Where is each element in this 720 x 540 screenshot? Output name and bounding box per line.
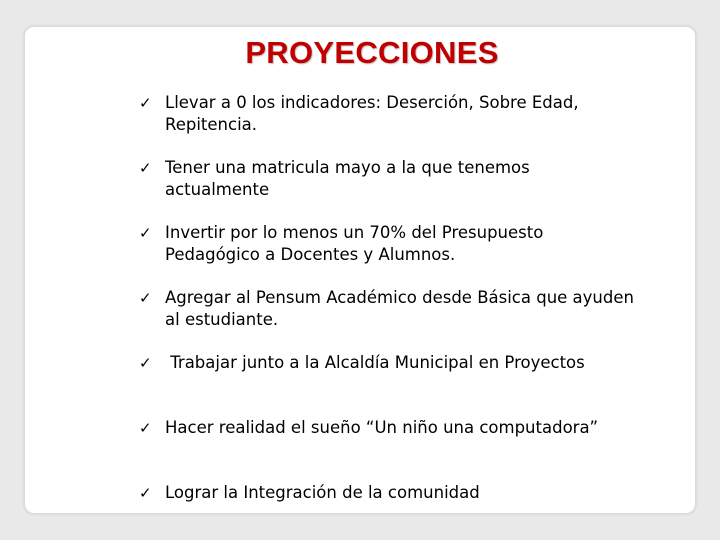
list-item (139, 157, 639, 201)
list-item-text: Agregar al Pensum Académico desde Básica que ayuden al estudiante. (165, 288, 634, 329)
list-item (139, 482, 639, 504)
list-item (139, 222, 639, 266)
list-item-text: Llevar a 0 los indicadores: Deserción, Sobre Edad, Repitencia. (165, 93, 579, 134)
list-item-text: Invertir por lo menos un 70% del Presupuesto Pedagógico a Docentes y Alumnos. (165, 223, 544, 264)
checkmark-icon: ✓ (139, 224, 152, 242)
checkmark-icon: ✓ (139, 419, 152, 437)
checkmark-icon: ✓ (139, 354, 152, 372)
list-item-text: Tener una matricula mayo a la que tenemos actualmente (165, 158, 530, 199)
list-item (139, 92, 639, 136)
checkmark-icon: ✓ (139, 159, 152, 177)
checkmark-icon: ✓ (139, 289, 152, 307)
slide-panel (24, 26, 696, 514)
slide-title: PROYECCIONES (245, 35, 499, 70)
list-item-text: Lograr la Integración de la comunidad (165, 483, 480, 502)
list-item (139, 287, 639, 331)
list-item-text: Hacer realidad el sueño “Un niño una computadora” (165, 418, 599, 437)
list-item (139, 417, 639, 461)
projection-list (139, 92, 639, 504)
list-item (139, 352, 639, 396)
checkmark-icon: ✓ (139, 94, 152, 112)
checkmark-icon: ✓ (139, 484, 152, 502)
list-item-text: Trabajar junto a la Alcaldía Municipal en Proyectos (165, 353, 585, 372)
